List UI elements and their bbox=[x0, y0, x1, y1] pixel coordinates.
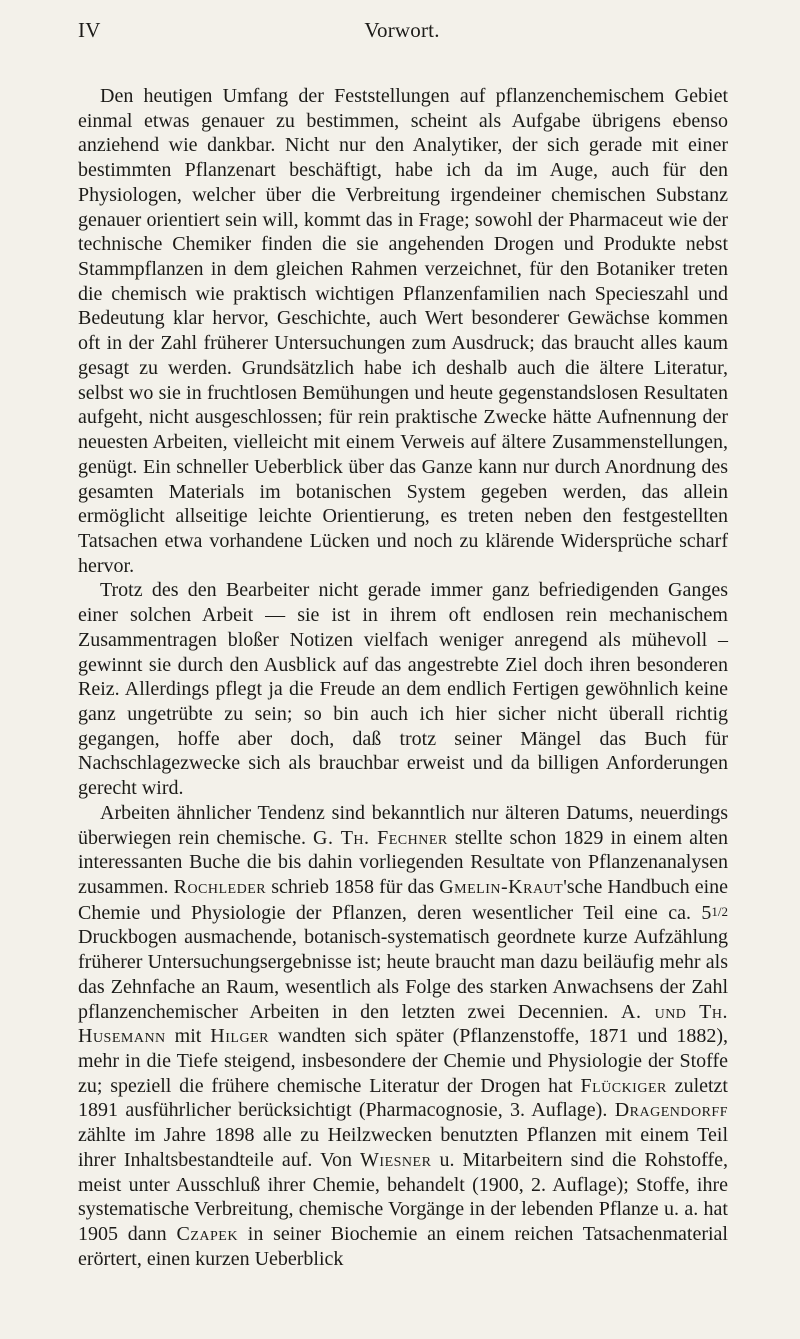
running-head bbox=[78, 18, 726, 46]
author-name-dragendorff: Dragendorff bbox=[614, 1099, 728, 1122]
body-text bbox=[78, 84, 728, 1272]
fraction-one-half: 1/2 bbox=[711, 903, 728, 919]
text-run: u. Mitarbeitern sind die Rohstoffe, meist unter Ausschluß ihrer Chemie, behandelt (1900, 2. Auflage); Stoffe, ihre systematische Verbreitung, chemische Vorgänge in der lebenden Pflanze u. a. hat 1905 dann bbox=[78, 1148, 729, 1246]
text-run: wandten sich später (Pflanzenstoffe, 1871 und 1882), mehr in die Tiefe steigend, insbesondere der Chemie und Physiologie der Stoffe zu; speziell die frühere chemische Literatur der Drogen hat bbox=[78, 1025, 728, 1097]
author-name-husemann: A. und Th. Husemann bbox=[78, 1000, 728, 1048]
author-name-fechner: G. Th. Fechner bbox=[313, 826, 448, 849]
author-name-wiesner: Wiesner bbox=[360, 1148, 432, 1171]
author-name-czapek: Czapek bbox=[176, 1223, 238, 1246]
paragraph-3 bbox=[78, 801, 728, 1272]
text-run: Arbeiten ähnlicher Tendenz sind bekanntlich nur älteren Datums, neuerdings überwiegen rein chemische. bbox=[78, 801, 728, 849]
text-run: zählte im Jahre 1898 alle zu Heilzwecken benutzten Pflanzen mit einem Teil ihrer Inhaltsbestandteile auf. Von bbox=[78, 1124, 728, 1171]
author-name-hilger: Hilger bbox=[210, 1025, 269, 1048]
text-run: schrieb 1858 für das bbox=[266, 876, 440, 898]
author-name-flueckiger: Flückiger bbox=[580, 1074, 667, 1097]
text-run: in seiner Biochemie an einem reichen Tatsachenmaterial erörtert, einen kurzen Ueberblick bbox=[78, 1223, 728, 1270]
paragraph-1: Den heutigen Umfang der Feststellungen auf pflanzenchemischem Gebiet einmal etwas genauer zu bestimmen, scheint als Aufgabe übrigens ebenso anziehend wie dankbar. Nicht nur den Analytiker, der sich gerade mit einer bestimmten Pflanzenart beschäftigt, habe ich da im Auge, auch für den Physiologen, welcher über die Verbreitung irgendeiner chemischen Substanz genauer orientiert sein will, kommt das in Frage; sowohl der Pharmaceut wie der technische Chemiker finden die sie angehenden Drogen und Produkte nebst Stammpflanzen in dem gleichen Rahmen verzeichnet, für den Botaniker treten die chemisch wie praktisch wichtigen Pflanzenfamilien nach Specieszahl und Bedeutung klar hervor, Geschichte, auch Wert besonderer Gewächse kommen oft in der Zahl früherer Untersuchungen zum Ausdruck; das braucht alles kaum gesagt zu werden. Grundsätzlich habe ich deshalb auch die ältere Literatur, selbst wo sie in fruchtlosen Bemühungen und heute gegenstandslosen Resultaten aufgeht, nicht ausgeschlossen; für rein praktische Zwecke hätte Aufnennung der neuesten Arbeiten, vielleicht mit einem Verweis auf ältere Zusammenstellungen, genügt. Ein schneller Ueberblick über das Ganze kann nur durch Anordnung des gesamten Materials im botanischen System gegeben werden, das allein ermöglicht allseitige leichte Orientierung, es treten neben den festgestellten Tatsachen etwa vorhandene Lücken und noch zu klärende Widersprüche scharf hervor. bbox=[78, 85, 728, 577]
author-name-rochleder: Rochleder bbox=[173, 876, 267, 898]
page-title: Vorwort. bbox=[364, 18, 440, 42]
author-name-gmelin-kraut: Gmelin-Kraut bbox=[439, 876, 564, 898]
text-run: 'sche Handbuch eine Chemie und Physiologie der Pflanzen, deren wesentlicher Teil eine ca. 5 bbox=[78, 876, 729, 924]
text-run: zuletzt 1891 ausführlicher berücksichtigt (Pharmacognosie, 3. Auflage). bbox=[78, 1074, 728, 1122]
text-run: stellte schon 1829 in einem alten interessanten Buche die bis dahin vorliegenden Resultate von Pflanzenanalysen zusammen. bbox=[78, 826, 728, 898]
text-run: mit bbox=[165, 1025, 211, 1048]
paragraph-2: Trotz des den Bearbeiter nicht gerade immer ganz befriedigenden Ganges einer solchen Arbeit — sie ist in ihrem oft endlosen rein mechanischem Zusammentragen bloßer Notizen vielfach weniger anregend als mühevoll – gewinnt sie durch den Ausblick auf das angestrebte Ziel doch ihren besonderen Reiz. Allerdings pflegt ja die Freude an dem endlich Fertigen gewöhnlich keine ganz ungetrübte zu sein; so bin auch ich hier sicher nicht überall richtig gegangen, hoffe aber doch, daß trotz seiner Mängel das Buch für Nachschlagezwecke sich als brauchbar erweist und da billigen Anforderungen gerecht wird. bbox=[78, 579, 728, 800]
page-number: IV bbox=[78, 18, 101, 42]
text-run: Druckbogen ausmachende, botanisch-systematisch geordnete kurze Aufzählung früherer Untersuchungsergebnisse ist; heute braucht man dazu beiläufig mehr als das Zehnfache an Raum, wesentlich als Folge des starken Anwachsens der Zahl pflanzenchemischer Arbeiten in den letzten zwei Decennien. bbox=[78, 926, 728, 1023]
